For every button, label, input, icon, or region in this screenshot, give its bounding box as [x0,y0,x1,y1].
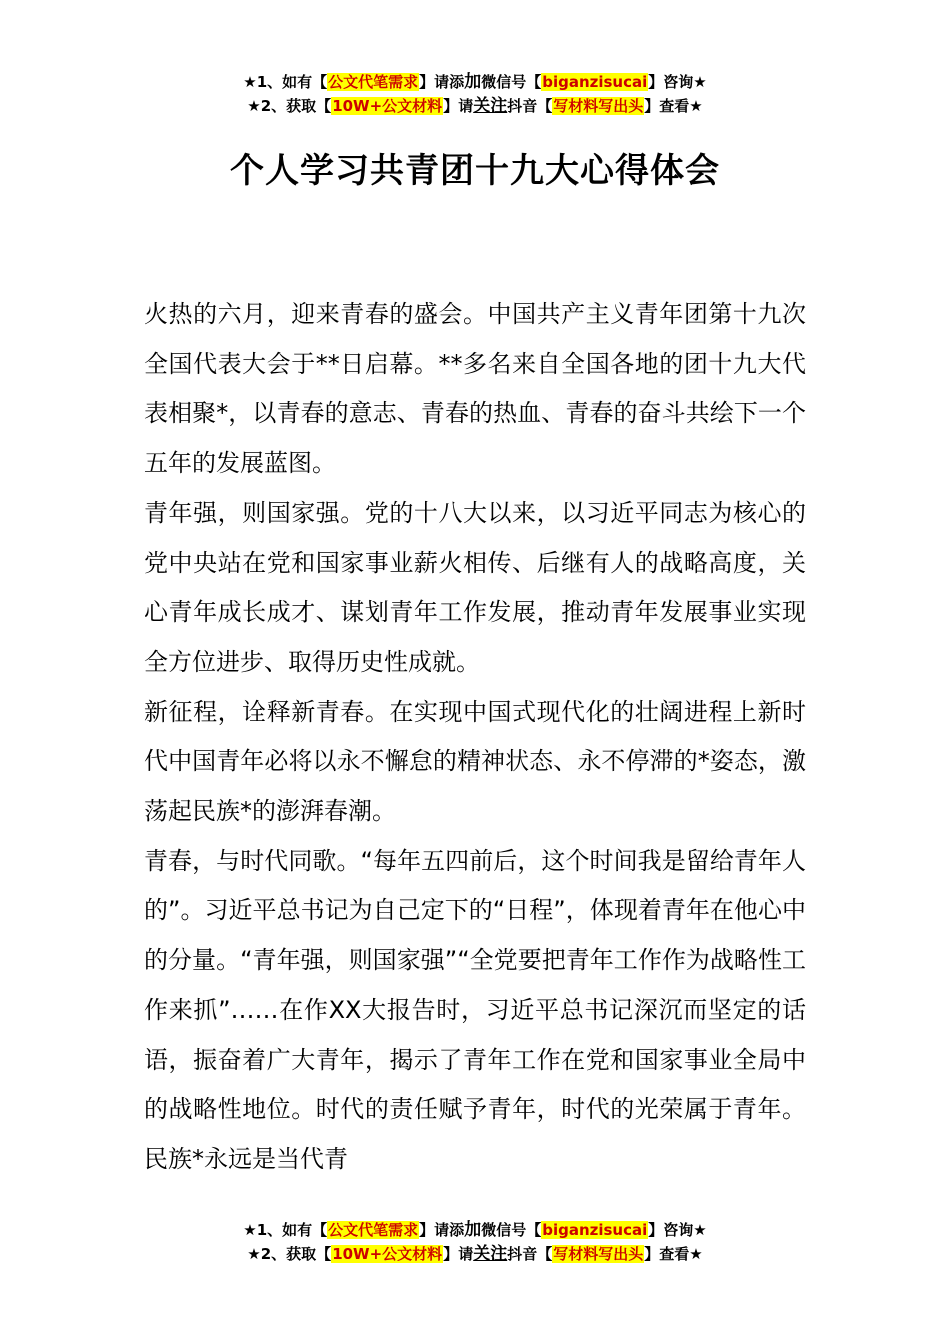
promo-line-2 [0,1242,950,1266]
promo-text: ★1、如有【 [243,1221,328,1239]
document-body [144,290,806,1185]
promo-text: ★2、获取【 [247,1245,332,1263]
promo-highlight-wechat: biganzisucai [542,73,648,91]
promo-highlight-materials: 10W+公文材料 [332,1245,443,1263]
promo-text: 】咨询★ [648,1221,707,1239]
promo-banner-bottom [0,1218,950,1266]
promo-text: 微信号【 [481,73,542,91]
promo-highlight-service: 公文代笔需求 [328,73,419,91]
promo-text: 】请添 [419,73,465,91]
promo-text: ★1、如有【 [243,73,328,91]
paragraph-4: 青春，与时代同歌。“每年五四前后，这个时间我是留给青年人的”。习近平总书记为自己定下的“日程”，体现着青年在他心中的分量。“青年强，则国家强”“全党要把青年工作作为战略性工作来抓”……在作XX大报告时，习近平总书记深沉而坚定的话语，振奋着广大青年，揭示了青年工作在党和国家事业全局中的战略性地位。时代的责任赋予青年，时代的光荣属于青年。民族*永远是当代青 [144,846,806,1173]
promo-line-1 [0,1218,950,1242]
promo-text: 】查看★ [644,1245,703,1263]
document-title: 个人学习共青团十九大心得体会 [230,151,720,191]
promo-text: 】咨询★ [648,73,707,91]
promo-highlight-douyin: 写材料写出头 [553,1245,644,1263]
promo-line-1 [0,70,950,94]
promo-line-2 [0,94,950,118]
promo-emphasis: 加 [464,72,482,92]
promo-banner-top [0,70,950,118]
promo-highlight-douyin: 写材料写出头 [553,97,644,115]
promo-text: ★2、获取【 [247,97,332,115]
promo-text: 】请添 [419,1221,465,1239]
promo-text: 】请 [443,97,474,115]
promo-text: 】请 [443,1245,474,1263]
promo-text: 抖音【 [507,97,553,115]
promo-highlight-materials: 10W+公文材料 [332,97,443,115]
promo-emphasis: 关注 [473,1244,508,1264]
promo-text: 】查看★ [644,97,703,115]
paragraph-2: 青年强，则国家强。党的十八大以来，以习近平同志为核心的党中央站在党和国家事业薪火相传、后继有人的战略高度，关心青年成长成才、谋划青年工作发展，推动青年发展事业实现全方位进步、取得历史性成就。 [144,498,806,676]
paragraph-1: 火热的六月，迎来青春的盛会。中国共产主义青年团第十九次全国代表大会于**日启幕。**多名来自全国各地的团十九大代表相聚*，以青春的意志、青春的热血、青春的奋斗共绘下一个五年的发展蓝图。 [144,300,806,478]
promo-text: 抖音【 [507,1245,553,1263]
promo-highlight-service: 公文代笔需求 [328,1221,419,1239]
promo-text: 微信号【 [481,1221,542,1239]
promo-emphasis: 加 [464,1220,482,1240]
promo-highlight-wechat: biganzisucai [542,1221,648,1239]
promo-emphasis: 关注 [473,96,508,116]
paragraph-3: 新征程，诠释新青春。在实现中国式现代化的壮阔进程上新时代中国青年必将以永不懈怠的精神状态、永不停滞的*姿态，激荡起民族*的澎湃春潮。 [144,697,806,826]
